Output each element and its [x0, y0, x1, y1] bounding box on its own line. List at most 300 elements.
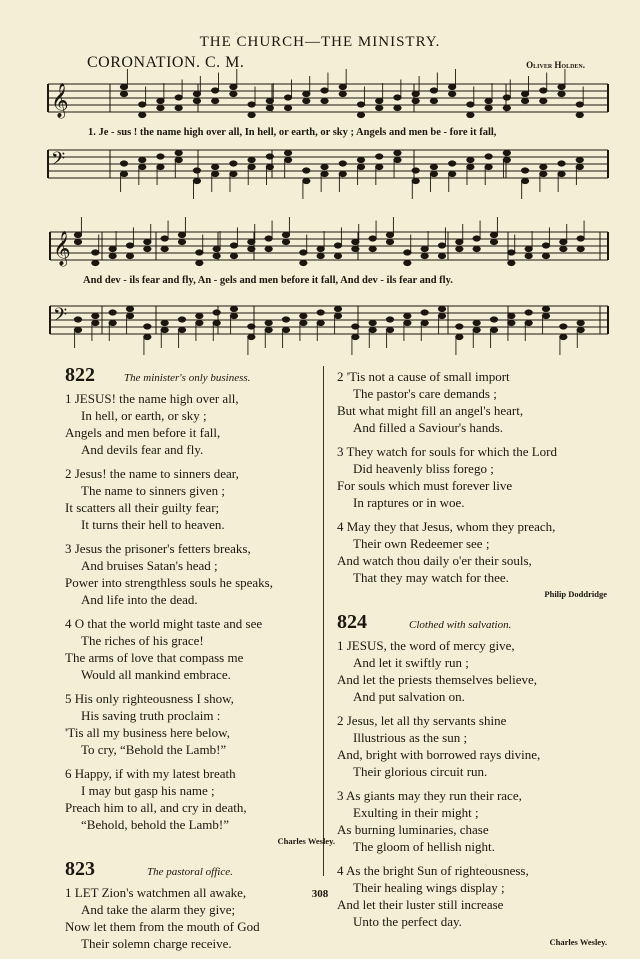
stanza-line: 6 Happy, if with my latest breath: [65, 766, 236, 781]
stanza-line: 1 JESUS! the name high over all,: [65, 391, 239, 406]
note-head: [284, 150, 291, 155]
note-head: [74, 317, 81, 322]
stanza-line: Their solemn charge receive.: [81, 936, 232, 951]
note-head: [300, 260, 307, 265]
right-column: [337, 368, 607, 959]
hymn-heading: [65, 364, 335, 390]
note-head: [352, 246, 359, 251]
note-head: [357, 102, 364, 107]
note-head: [467, 164, 474, 169]
note-head: [473, 236, 480, 241]
note-head: [230, 306, 237, 311]
stanza-line: 1 JESUS, the word of mercy give,: [337, 638, 515, 653]
note-head: [212, 88, 219, 93]
stanza-line: Their glorious circuit run.: [353, 764, 488, 779]
stanza-line: 1 LET Zion's watchmen all awake,: [65, 885, 247, 900]
hymn-title: Clothed with salvation.: [409, 619, 512, 631]
stanza-line: And bruises Satan's head ;: [81, 558, 218, 573]
note-head: [438, 313, 445, 318]
note-head: [456, 246, 463, 251]
note-head: [473, 246, 480, 251]
music-score: [0, 0, 640, 370]
note-head: [230, 84, 237, 89]
note-head: [265, 236, 272, 241]
note-head: [558, 161, 565, 166]
note-head: [449, 161, 456, 166]
stanza: [65, 690, 335, 758]
note-head: [196, 313, 203, 318]
note-head: [421, 253, 428, 258]
note-head: [577, 236, 584, 241]
note-head: [376, 154, 383, 159]
bass-clef-icon: 𝄢: [53, 305, 68, 330]
note-head: [300, 320, 307, 325]
note-head: [139, 102, 146, 107]
note-head: [321, 171, 328, 176]
note-head: [144, 246, 151, 251]
note-head: [404, 313, 411, 318]
stanza: [337, 787, 607, 855]
lyric-line-2: And dev - ils fear and fly, An - gels and men before it fall, And dev - ils fear and fly.: [83, 275, 453, 286]
note-head: [357, 112, 364, 117]
note-head: [303, 168, 310, 173]
stanza-line: Preach him to all, and cry in death,: [65, 800, 247, 815]
note-head: [175, 105, 182, 110]
note-head: [317, 310, 324, 315]
bass-clef-icon: 𝄢: [51, 149, 66, 174]
stanza-line: His saving truth proclaim :: [81, 708, 221, 723]
note-head: [339, 91, 346, 96]
note-head: [139, 157, 146, 162]
note-head: [576, 112, 583, 117]
stanza-line: In raptures or in woe.: [353, 495, 465, 510]
note-head: [525, 253, 532, 258]
note-head: [230, 161, 237, 166]
note-head: [230, 171, 237, 176]
note-head: [284, 105, 291, 110]
note-head: [449, 84, 456, 89]
note-head: [490, 317, 497, 322]
note-head: [321, 88, 328, 93]
note-head: [412, 98, 419, 103]
note-head: [213, 246, 220, 251]
note-head: [120, 161, 127, 166]
note-head: [230, 313, 237, 318]
stanza-line: For souls which must forever live: [337, 478, 513, 493]
note-head: [386, 327, 393, 332]
hymn-number: 824: [337, 611, 367, 633]
page-number: 308: [311, 888, 329, 900]
stanza-line: 5 His only righteousness I show,: [65, 691, 234, 706]
hymn-number: 823: [65, 858, 95, 880]
note-head: [542, 253, 549, 258]
note-head: [230, 243, 237, 248]
note-head: [139, 112, 146, 117]
note-head: [503, 95, 510, 100]
note-head: [317, 320, 324, 325]
note-head: [212, 164, 219, 169]
stanza-line: 2 Jesus, let all thy servants shine: [337, 713, 507, 728]
stanza-line: 3 As giants may they run their race,: [337, 788, 522, 803]
note-head: [266, 164, 273, 169]
note-head: [334, 243, 341, 248]
note-head: [248, 246, 255, 251]
note-head: [490, 327, 497, 332]
stanza-line: And let the priests themselves believe,: [337, 672, 538, 687]
note-head: [266, 105, 273, 110]
note-head: [560, 246, 567, 251]
note-head: [576, 164, 583, 169]
note-head: [109, 246, 116, 251]
tune-name: CORONATION. C. M.: [87, 54, 245, 71]
note-head: [357, 157, 364, 162]
stanza-line: 4 As the bright Sun of righteousness,: [337, 863, 529, 878]
note-head: [449, 171, 456, 176]
note-head: [430, 164, 437, 169]
note-head: [430, 98, 437, 103]
stanza-line: And put salvation on.: [353, 689, 465, 704]
note-head: [212, 98, 219, 103]
note-head: [485, 98, 492, 103]
note-head: [178, 239, 185, 244]
note-head: [266, 98, 273, 103]
note-head: [175, 150, 182, 155]
note-head: [369, 320, 376, 325]
stanza-line: Their healing wings display ;: [353, 880, 505, 895]
stanza-line: And take the alarm they give;: [81, 902, 236, 917]
note-head: [449, 91, 456, 96]
note-head: [175, 95, 182, 100]
note-head: [503, 157, 510, 162]
note-head: [303, 98, 310, 103]
stanza-line: Would all mankind embrace.: [81, 667, 231, 682]
note-head: [369, 246, 376, 251]
note-head: [576, 102, 583, 107]
note-head: [352, 334, 359, 339]
note-head: [109, 320, 116, 325]
note-head: [92, 250, 99, 255]
note-head: [161, 246, 168, 251]
stanza-line: And filled a Saviour's hands.: [353, 420, 504, 435]
note-head: [92, 320, 99, 325]
note-head: [394, 157, 401, 162]
note-head: [193, 91, 200, 96]
note-head: [157, 98, 164, 103]
tune-composer: Oliver Holden.: [526, 60, 585, 70]
note-head: [376, 105, 383, 110]
note-head: [412, 91, 419, 96]
note-head: [369, 236, 376, 241]
note-head: [139, 164, 146, 169]
note-head: [120, 171, 127, 176]
stanza: [65, 390, 335, 458]
note-head: [369, 327, 376, 332]
note-head: [508, 260, 515, 265]
stanza: [65, 465, 335, 533]
stanza-line: And devils fear and fly.: [81, 442, 204, 457]
note-head: [300, 313, 307, 318]
note-head: [193, 98, 200, 103]
stanza: [337, 368, 607, 436]
note-head: [430, 171, 437, 176]
note-head: [412, 168, 419, 173]
note-head: [376, 98, 383, 103]
note-head: [282, 239, 289, 244]
note-head: [404, 320, 411, 325]
note-head: [92, 260, 99, 265]
stanza-line: And, bright with borrowed rays divine,: [337, 747, 541, 762]
stanza-line: Exulting in their might ;: [353, 805, 479, 820]
note-head: [542, 313, 549, 318]
stanza-line: Did heavenly bliss forego ;: [353, 461, 494, 476]
note-head: [161, 327, 168, 332]
stanza-line: Angels and men before it fall,: [65, 425, 221, 440]
note-head: [230, 91, 237, 96]
stanza-line: 4 May they that Jesus, whom they preach,: [337, 519, 556, 534]
stanza: [65, 615, 335, 683]
stanza: [337, 712, 607, 780]
stanza-line: 3 Jesus the prisoner's fetters breaks,: [65, 541, 251, 556]
note-head: [525, 310, 532, 315]
left-column: [65, 364, 335, 959]
note-head: [248, 164, 255, 169]
stanza-line: “Behold, behold the Lamb!”: [81, 817, 230, 832]
note-head: [178, 317, 185, 322]
note-head: [473, 320, 480, 325]
note-head: [542, 306, 549, 311]
note-head: [577, 246, 584, 251]
note-head: [357, 164, 364, 169]
note-head: [74, 232, 81, 237]
note-head: [196, 260, 203, 265]
stanza-line: The name to sinners given ;: [81, 483, 226, 498]
note-head: [144, 334, 151, 339]
note-head: [196, 320, 203, 325]
stanza-line: And let it swiftly run ;: [353, 655, 469, 670]
note-head: [334, 253, 341, 258]
note-head: [467, 102, 474, 107]
note-head: [126, 306, 133, 311]
note-head: [339, 84, 346, 89]
note-head: [321, 98, 328, 103]
note-head: [213, 253, 220, 258]
stanza-line: And watch thou daily o'er their souls,: [337, 553, 532, 568]
note-head: [521, 168, 528, 173]
note-head: [490, 239, 497, 244]
note-head: [178, 232, 185, 237]
note-head: [300, 250, 307, 255]
stanza-line: In hell, or earth, or sky ;: [81, 408, 207, 423]
note-head: [467, 112, 474, 117]
note-head: [334, 306, 341, 311]
note-head: [303, 178, 310, 183]
stanza-line: But what might fill an angel's heart,: [337, 403, 524, 418]
note-head: [265, 327, 272, 332]
stanza-line: As burning luminaries, chase: [337, 822, 489, 837]
stanza-line: Their own Redeemer see ;: [353, 536, 490, 551]
stanza-line: 2 'Tis not a cause of small import: [337, 369, 510, 384]
note-head: [303, 91, 310, 96]
note-head: [282, 327, 289, 332]
stanza-line: To cry, “Behold the Lamb!”: [81, 742, 227, 757]
note-head: [120, 91, 127, 96]
hymn-author: Philip Doddridge: [544, 589, 607, 599]
note-head: [503, 105, 510, 110]
stanza: [337, 518, 607, 586]
note-head: [248, 102, 255, 107]
note-head: [161, 236, 168, 241]
stanza: [337, 637, 607, 705]
note-head: [485, 154, 492, 159]
note-head: [438, 243, 445, 248]
note-head: [473, 327, 480, 332]
note-head: [540, 98, 547, 103]
note-head: [576, 157, 583, 162]
note-head: [577, 327, 584, 332]
note-head: [265, 246, 272, 251]
note-head: [394, 150, 401, 155]
note-head: [421, 320, 428, 325]
note-head: [282, 317, 289, 322]
note-head: [485, 164, 492, 169]
note-head: [577, 320, 584, 325]
note-head: [456, 324, 463, 329]
stanza-line: The pastor's care demands ;: [353, 386, 497, 401]
treble-clef-icon: 𝄞: [53, 231, 71, 266]
note-head: [386, 232, 393, 237]
note-head: [404, 250, 411, 255]
stanza: [337, 443, 607, 511]
note-head: [317, 253, 324, 258]
hymn-number: 822: [65, 364, 95, 386]
stanza-line: 2 Jesus! the name to sinners dear,: [65, 466, 239, 481]
note-head: [456, 239, 463, 244]
note-head: [284, 157, 291, 162]
lyric-line-1: 1. Je - sus ! the name high over all, In hell, or earth, or sky ; Angels and men be - fore it fall,: [88, 127, 497, 138]
note-head: [109, 253, 116, 258]
note-head: [126, 253, 133, 258]
note-head: [144, 324, 151, 329]
stanza-line: 3 They watch for souls for which the Lord: [337, 444, 557, 459]
note-head: [157, 164, 164, 169]
note-head: [161, 320, 168, 325]
note-head: [178, 327, 185, 332]
hymn-title: The pastoral office.: [147, 866, 233, 878]
note-head: [386, 317, 393, 322]
note-head: [196, 250, 203, 255]
note-head: [352, 239, 359, 244]
note-head: [560, 324, 567, 329]
note-head: [430, 88, 437, 93]
stanza-line: 4 O that the world might taste and see: [65, 616, 263, 631]
note-head: [193, 168, 200, 173]
note-head: [74, 327, 81, 332]
note-head: [248, 334, 255, 339]
note-head: [456, 334, 463, 339]
note-head: [438, 253, 445, 258]
note-head: [157, 154, 164, 159]
treble-clef-icon: 𝄞: [51, 83, 69, 118]
note-head: [521, 178, 528, 183]
note-head: [157, 105, 164, 110]
note-head: [386, 239, 393, 244]
note-head: [352, 324, 359, 329]
note-head: [421, 310, 428, 315]
note-head: [508, 313, 515, 318]
note-head: [266, 154, 273, 159]
note-head: [212, 171, 219, 176]
note-head: [213, 320, 220, 325]
stanza-line: It scatters all their guilty fear;: [65, 500, 220, 515]
note-head: [540, 171, 547, 176]
note-head: [394, 105, 401, 110]
running-header: THE CHURCH—THE MINISTRY.: [199, 34, 441, 50]
stanza-line: The arms of love that compass me: [65, 650, 244, 665]
hymn-author: Charles Wesley.: [277, 836, 335, 846]
note-head: [282, 232, 289, 237]
note-head: [126, 243, 133, 248]
hymn-heading: [65, 858, 335, 884]
note-head: [542, 243, 549, 248]
note-head: [92, 313, 99, 318]
note-head: [558, 84, 565, 89]
note-head: [109, 310, 116, 315]
stanza-line: I may but gasp his name ;: [81, 783, 215, 798]
note-head: [525, 320, 532, 325]
note-head: [144, 239, 151, 244]
note-head: [412, 178, 419, 183]
stanza: [65, 540, 335, 608]
stanza-line: The gloom of hellish night.: [353, 839, 495, 854]
note-head: [339, 171, 346, 176]
note-head: [376, 164, 383, 169]
note-head: [560, 239, 567, 244]
stanza-line: Unto the perfect day.: [353, 914, 462, 929]
stanza-line: Illustrious as the sun ;: [353, 730, 468, 745]
note-head: [540, 88, 547, 93]
note-head: [560, 334, 567, 339]
note-head: [248, 112, 255, 117]
note-head: [265, 320, 272, 325]
stanza: [65, 765, 335, 833]
stanza-line: That they may watch for thee.: [353, 570, 509, 585]
note-head: [525, 246, 532, 251]
note-head: [490, 232, 497, 237]
note-head: [521, 98, 528, 103]
note-head: [508, 320, 515, 325]
note-head: [438, 306, 445, 311]
hymn-author: Charles Wesley.: [549, 937, 607, 947]
hymn-title: The minister's only business.: [124, 372, 251, 384]
stanza-line: It turns their hell to heaven.: [81, 517, 225, 532]
note-head: [248, 239, 255, 244]
note-head: [213, 310, 220, 315]
stanza-line: Power into strengthless souls he speaks,: [65, 575, 273, 590]
note-head: [558, 171, 565, 176]
note-head: [175, 157, 182, 162]
note-head: [321, 164, 328, 169]
note-head: [503, 150, 510, 155]
stanza-line: And life into the dead.: [81, 592, 198, 607]
stanza-line: Now let them from the mouth of God: [65, 919, 260, 934]
note-head: [74, 239, 81, 244]
note-head: [485, 105, 492, 110]
note-head: [334, 313, 341, 318]
note-head: [521, 91, 528, 96]
stanza-line: And let their luster still increase: [337, 897, 504, 912]
note-head: [248, 157, 255, 162]
note-head: [394, 95, 401, 100]
